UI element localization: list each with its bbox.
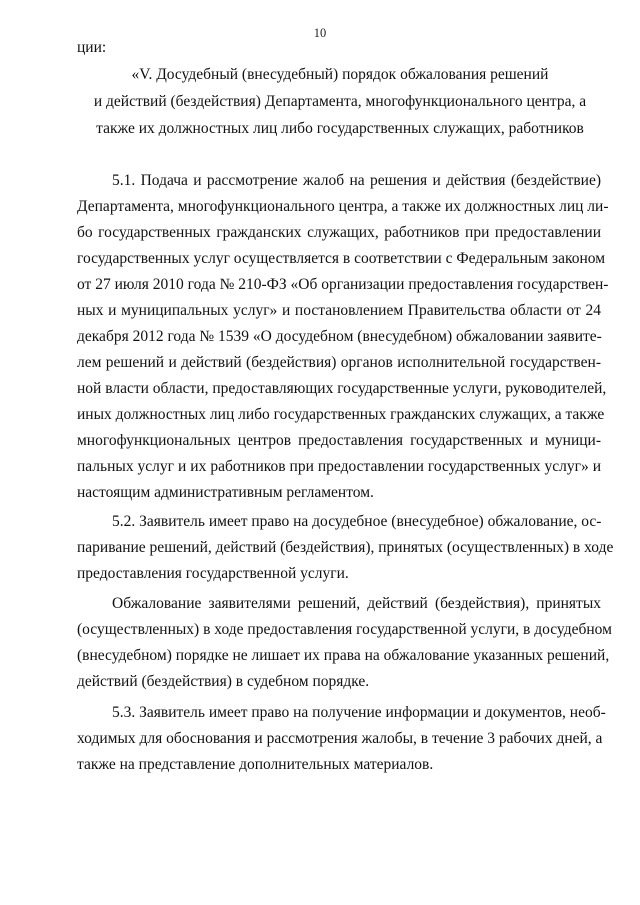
paragraph-line: иных должностных лиц либо государственных гражданских служащих, а также [77,406,605,423]
paragraph-line: лем решений и действий (бездействия) органов исполнительной государствен- [77,354,601,371]
paragraph-line: (внесудебном) порядке не лишает их права на обжалование указанных решений, [77,647,610,664]
section-heading-line: также их должностных лиц либо государственных служащих, работников [96,120,584,137]
page-number: 10 [313,26,327,40]
paragraph-line: многофункциональных центров предоставления государственных и муници- [77,432,601,449]
paragraph-line: 5.1. Подача и рассмотрение жалоб на решения и действия (бездействие) [112,172,601,189]
paragraph-line: (осуществленных) в ходе предоставления государственной услуги, в досудебном [77,621,612,638]
paragraph-line: государственных услуг осуществляется в соответствии с Федеральным законом [77,250,606,267]
paragraph-line: также на представление дополнительных материалов. [77,756,434,773]
paragraph-line: 5.2. Заявитель имеет право на досудебное (внесудебное) обжалование, ос- [112,513,602,530]
section-heading-line: и действий (бездействия) Департамента, многофункционального центра, а [93,93,587,110]
paragraph-line: паривание решений, действий (бездействия), принятых (осуществленных) в ходе [77,539,614,556]
paragraph-line: ных и муниципальных услуг» и постановлением Правительства области от 24 [77,302,601,319]
paragraph-line: ной власти области, предоставляющих государственные услуги, руководителей, [77,380,607,397]
paragraph-line: действий (бездействия) в судебном порядке. [77,673,370,690]
paragraph-line: настоящим административным регламентом. [77,484,374,501]
paragraph-line: Департамента, многофункционального центра, а также их должностных лиц ли- [77,198,609,215]
paragraph-line: предоставления государственной услуги. [77,565,349,582]
paragraph-line: ходимых для обоснования и рассмотрения жалобы, в течение 3 рабочих дней, а [77,730,603,747]
section-heading-line: «V. Досудебный (внесудебный) порядок обжалования решений [131,66,549,83]
carryover-text: ции: [77,39,107,56]
paragraph-line: декабря 2012 года № 1539 «О досудебном (внесудебном) обжаловании заявите- [77,328,602,345]
paragraph-line: пальных услуг и их работников при предоставлении государственных услуг» и [77,458,601,475]
paragraph-line: от 27 июля 2010 года № 210-ФЗ «Об организации предоставления государствен- [77,276,609,293]
paragraph-line: 5.3. Заявитель имеет право на получение информации и документов, необ- [112,704,606,721]
paragraph-line: бо государственных гражданских служащих, работников при предоставлении [77,224,601,241]
paragraph-line: Обжалование заявителями решений, действий (бездействия), принятых [112,595,601,612]
